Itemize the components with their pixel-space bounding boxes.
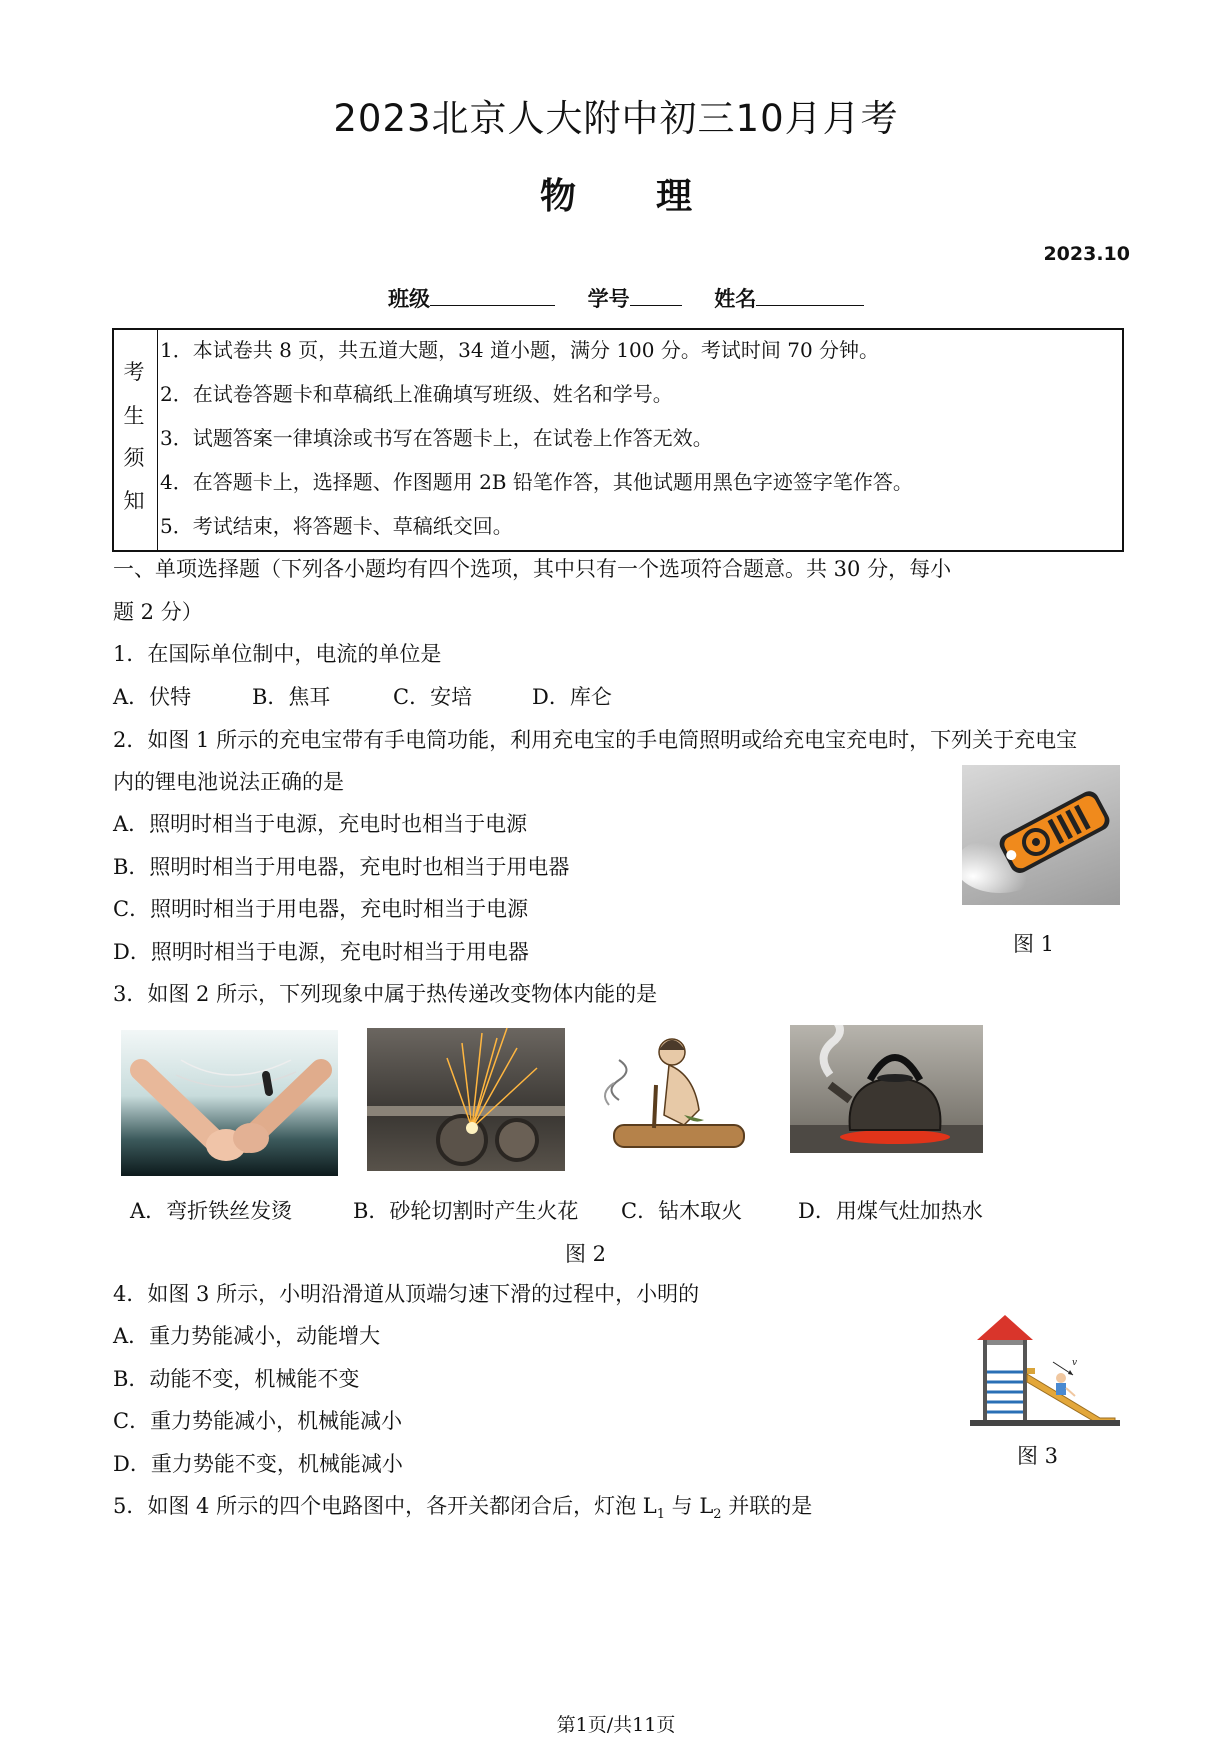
figure-2d-kettle-stove [790, 1025, 983, 1153]
student-info-fields [388, 283, 864, 313]
question-2-option: B．照明时相当于用电器，充电时也相当于用电器 [113, 855, 570, 879]
figure-3-slide [965, 1310, 1123, 1432]
figure-2c-caption: C．钻木取火 [621, 1199, 743, 1223]
question-2-option: C．照明时相当于用电器，充电时相当于电源 [113, 897, 529, 921]
figure-2a-bending-wire [121, 1030, 338, 1176]
question-4-option: B．动能不变，机械能不变 [113, 1367, 360, 1391]
figure-2c-drill-fire [594, 1030, 754, 1170]
question-1-option: B．焦耳 [252, 685, 331, 709]
question-5-text: 并联的是 [721, 1494, 813, 1518]
question-2-stem-cont: 内的锂电池说法正确的是 [113, 770, 344, 794]
question-5-text: 5．如图 4 所示的四个电路图中，各开关都闭合后，灯泡 L [113, 1494, 657, 1518]
question-2-option: D．照明时相当于电源，充电时相当于用电器 [113, 940, 529, 964]
subscript-1: 1 [656, 1507, 665, 1523]
notice-side-char: 考 [123, 360, 145, 384]
question-5-text: 与 L [664, 1494, 714, 1518]
question-1-option: A．伏特 [113, 685, 192, 709]
class-label: 班级 [388, 287, 430, 311]
question-2-stem: 2．如图 1 所示的充电宝带有手电筒功能，利用充电宝的手电筒照明或给充电宝充电时，下列关于充电宝 [113, 728, 1078, 752]
figure-3-caption: 图 3 [1017, 1444, 1059, 1468]
notice-item: 4．在答题卡上，选择题、作图题用 2B 铅笔作答，其他试题用黑色字迹签字笔作答。 [160, 470, 913, 494]
id-label: 学号 [587, 287, 630, 311]
subject-char-2: 理 [656, 176, 693, 217]
question-4-option: C．重力势能减小，机械能减小 [113, 1409, 403, 1433]
subject-char-1: 物 [539, 176, 576, 217]
figure-2d-caption: D．用煤气灶加热水 [798, 1199, 983, 1223]
figure-2b-caption: B．砂轮切割时产生火花 [353, 1199, 579, 1223]
question-1-option: D．库仑 [532, 685, 612, 709]
notice-side-label [114, 330, 158, 550]
figure-2a-caption: A．弯折铁丝发烫 [130, 1199, 293, 1223]
question-3-stem: 3．如图 2 所示，下列现象中属于热传递改变物体内能的是 [113, 982, 658, 1006]
question-1-option: C．安培 [393, 685, 473, 709]
subscript-2: 2 [713, 1507, 722, 1523]
notice-item: 1．本试卷共 8 页，共五道大题，34 道小题，满分 100 分。考试时间 70 分钟。 [160, 338, 880, 362]
name-blank [756, 285, 864, 306]
notice-item: 3．试题答案一律填涂或书写在答题卡上，在试卷上作答无效。 [160, 426, 713, 450]
figure-1-power-bank [962, 765, 1120, 905]
subject-title [0, 168, 1232, 219]
section-heading-cont: 题 2 分） [113, 600, 203, 624]
class-blank [430, 285, 555, 306]
section-heading: 一、单项选择题（下列各小题均有四个选项，其中只有一个选项符合题意。共 30 分，每小 [113, 557, 952, 581]
page-number: 第1页/共11页 [556, 1714, 676, 1736]
figure-2-caption: 图 2 [565, 1242, 607, 1266]
figure-1-caption: 图 1 [1013, 932, 1055, 956]
figure-3-velocity-label: v [1072, 1358, 1078, 1368]
exam-notice-box [112, 328, 1124, 552]
question-2-option: A．照明时相当于电源，充电时也相当于电源 [113, 812, 528, 836]
question-4-option: A．重力势能减小，动能增大 [113, 1324, 381, 1348]
notice-side-char: 须 [123, 446, 145, 470]
id-blank [630, 285, 682, 306]
name-label: 姓名 [714, 287, 757, 311]
exam-title: 2023北京人大附中初三10月月考 [333, 97, 899, 140]
question-4-stem: 4．如图 3 所示，小明沿滑道从顶端匀速下滑的过程中，小明的 [113, 1282, 700, 1306]
question-1-stem: 1．在国际单位制中，电流的单位是 [113, 642, 442, 666]
question-5-stem [113, 1490, 812, 1522]
notice-side-char: 生 [123, 404, 145, 428]
question-4-option: D．重力势能不变，机械能减小 [113, 1452, 403, 1476]
notice-item: 5．考试结束，将答题卡、草稿纸交回。 [160, 514, 513, 538]
notice-item: 2．在试卷答题卡和草稿纸上准确填写班级、姓名和学号。 [160, 382, 673, 406]
notice-side-char: 知 [123, 489, 145, 513]
exam-date: 2023.10 [1043, 243, 1130, 265]
figure-2b-grinder-sparks [367, 1028, 565, 1171]
